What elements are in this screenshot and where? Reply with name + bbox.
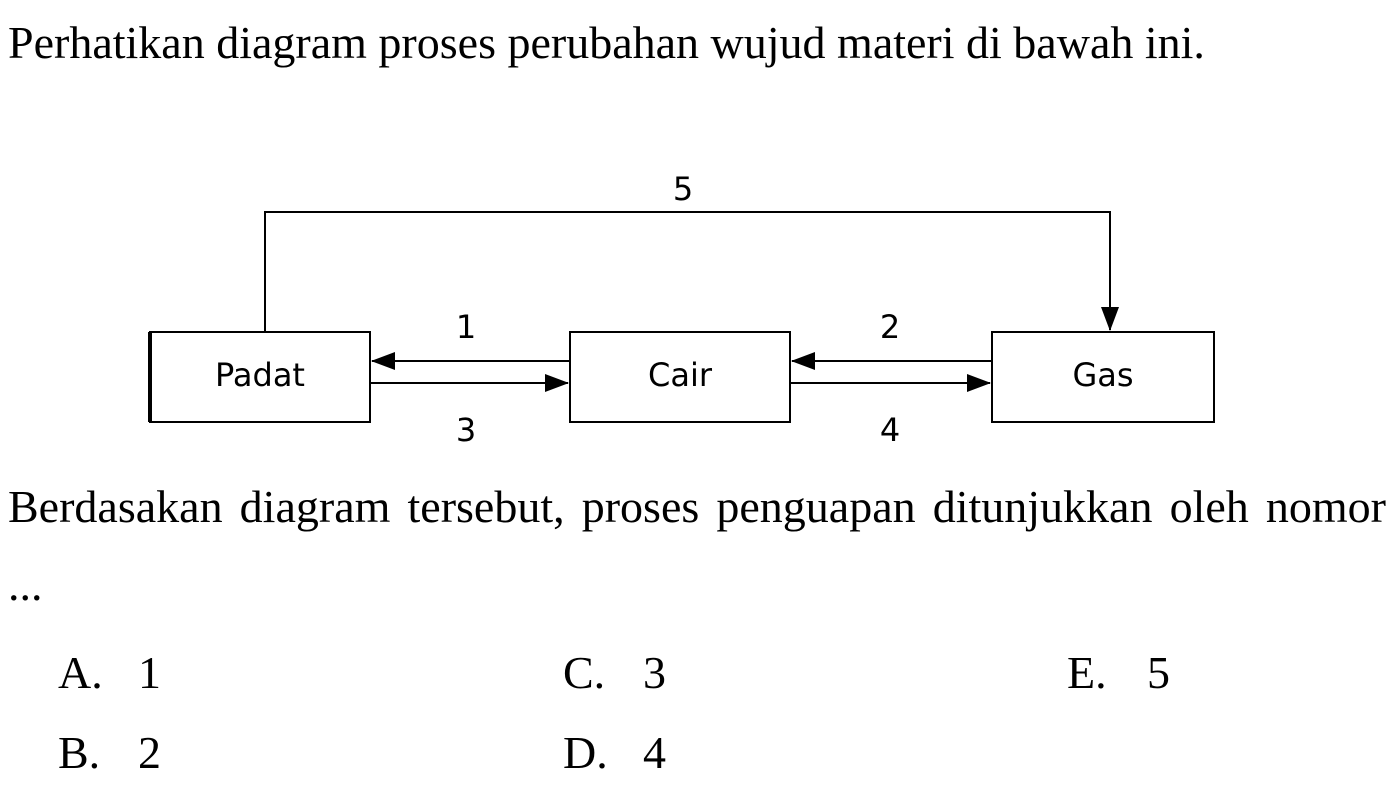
option-d[interactable] [563, 726, 666, 780]
state-change-diagram [0, 160, 1400, 450]
arrow-label-4: 4 [879, 411, 901, 449]
state-box-gas [992, 332, 1214, 422]
state-box-liquid [570, 332, 790, 422]
state-label-liquid: Cair [648, 356, 712, 394]
arrow-label-1: 1 [455, 308, 477, 346]
arrow-label-3: 3 [455, 411, 477, 449]
option-value: 3 [643, 647, 666, 698]
option-letter: A. [58, 647, 103, 698]
option-value: 2 [138, 727, 161, 778]
option-letter: B. [58, 727, 101, 778]
arrow-label-5: 5 [672, 170, 694, 208]
arrow-label-2: 2 [879, 308, 901, 346]
option-value: 5 [1147, 647, 1170, 698]
option-b[interactable] [58, 726, 161, 780]
question-prompt: Berdasakan diagram tersebut, proses penguapan ditunjukkan oleh nomor ... [8, 481, 1386, 610]
state-label-gas: Gas [1072, 356, 1134, 394]
option-e[interactable] [1067, 646, 1170, 700]
state-label-solid: Padat [215, 356, 305, 394]
option-letter: C. [563, 647, 606, 698]
option-value: 4 [643, 727, 666, 778]
option-letter: E. [1067, 647, 1107, 698]
option-c[interactable] [563, 646, 666, 700]
state-box-solid [150, 332, 370, 422]
question-stem: Perhatikan diagram proses perubahan wujud materi di bawah ini. [8, 17, 1205, 68]
option-value: 1 [138, 647, 161, 698]
option-a[interactable] [58, 646, 161, 700]
arrow-solid-to-gas [265, 212, 1110, 332]
option-letter: D. [563, 727, 608, 778]
